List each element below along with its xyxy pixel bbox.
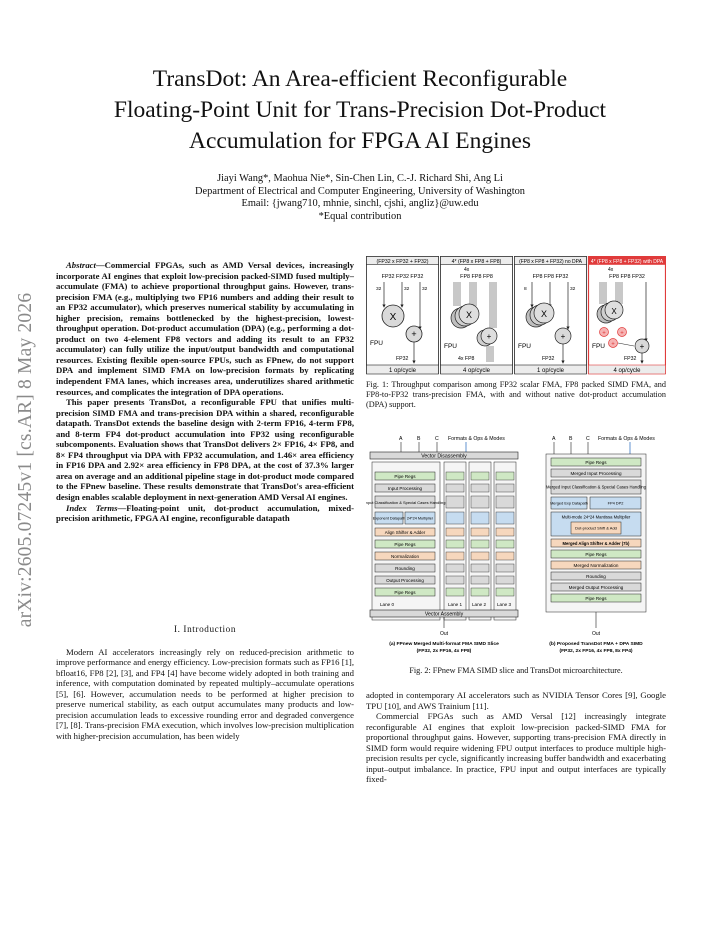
fig2-vector-assembly: Vector Assembly [424,611,464,618]
fig1-fpu-2: FPU [444,343,457,350]
figure-1 [366,256,666,376]
fig2-right-stage-1: Merged Input Processing [570,470,622,476]
fig2-right-label-b: B [569,436,573,442]
fig1-diagram [366,256,666,376]
fig2-left-stage-6: Pipe Regs [394,541,416,547]
fig1-width-b: 32 [404,287,410,292]
fig1-header-1: (FP32 x FP32 + FP32) [376,258,429,265]
fig1-inputs-3: FP8 FP8 FP32 [532,274,569,280]
title-line-2: Floating-Point Unit for Trans-Precision Dot-Product [113,97,607,123]
fig1-rate-1: 1 op/cycle [388,368,417,374]
svg-text:+: + [639,342,645,351]
fig1-width-d: 8 [524,287,527,292]
fig2-right-subcaption-2: (FP32, 2x FP16, 4x FP8, 8x FP4) [559,649,633,654]
fig1-out-2: 4x FP8 [458,356,475,362]
svg-text:+: + [620,330,624,337]
fig2-left-stage-0: Pipe Regs [394,473,416,479]
fig1-panel-fp8-simd [441,257,513,375]
svg-text:+: + [560,332,566,341]
author-affiliation: Department of Electrical and Computer Engineering, University of Washington [195,185,525,197]
intro-p1-cont: adopted in contemporary AI accelerators such as NVIDIA Tensor Cores [9], Google TPU [10], and AWS Trainium [11]. [366,690,666,711]
figure-2 [366,432,666,664]
fig2-right-label-c: C [586,436,590,442]
fig1-panel-trans-dpa [589,257,666,375]
fig1-fpu-1: FPU [370,340,383,347]
fig1-fpu-4: FPU [592,343,605,350]
paper-title [40,64,680,157]
fig2-right-stage-7: Merged Align Shifter & Adder (7b) [562,540,630,546]
fig2-left-out: Out [439,631,449,637]
intro-p2: Commercial FPGAs such as AMD Versal [12] increasingly integrate reconfigurable AI engines that exploit low-precision packed-SIMD FMA for proportional throughput gains. However, supporting trans-precision FMA directly in SIMD form would require widening FPU output interfaces to produce multiple high-precision results per cycle, significantly increasing buffer bandwidth and exacerbating input–output imbalance. In practice, FPU input and output interfaces are typically fixed- [366,711,666,785]
fig2-right-stage-5: Multi-mode 24*24 Mantissa Multiplier [561,514,631,520]
fig1-rate-2: 4 op/cycle [462,368,491,374]
fig1-inputs-2: FP8 FP8 FP8 [460,274,493,280]
fig2-right-stage-2: Merged Input Classification & Special Cases Handling [545,484,647,490]
fig2-right-stage-10: Rounding [586,573,606,579]
svg-text:X: X [611,307,617,316]
fig1-inputs-1: FP32 FP32 FP32 [381,274,424,280]
fig1-out-4: FP32 [624,356,637,362]
introduction [56,624,354,741]
fig2-left-stage-3: Exponent Datapath [372,516,406,521]
abstract-label: Abstract [66,260,96,270]
fig2-right-stage-3: Merged Exp Datapath [550,500,588,506]
author-email: Email: {jwang710, mhnie, sinchl, cjshi, angliz}@uw.edu [241,198,479,209]
svg-text:X: X [540,309,548,319]
index-terms-label: Index Terms [66,502,118,513]
fig2-left-subcaption: (a) FPnew Merged Multi-format FMA SIMD Slice [389,642,499,647]
fig1-rate-3: 1 op/cycle [536,368,565,374]
fig2-right-out: Out [591,631,601,637]
index-terms-text: —Floating-point unit, dot-product accumulation, mixed-precision arithmetic, FPGA AI engine, reconfigurable datapath [56,502,355,524]
fig1-out-1: FP32 [396,356,409,362]
fig2-lane-0: Lane 0 [380,602,395,607]
fig1-panel-fp32 [367,257,439,375]
abstract-text-1: —Commercial FPGAs, such as AMD Versal devices, increasingly incorporate AI engines that exploit low-precision packed-SIMD fused multiply–accumulate (FMA) to achieve proportional throughput gains. However, trans-precision FMA (e.g., multiplying two FP16 numbers and adding their result to an FP32 accumulator), which preserves numerical stability by accumulating in higher precision, remains bottlenecked by the highest-precision, lowest-throughput operation. Dot-product accumulation (DPA) (e.g., performing a dot-product on two 4-element FP8 vectors and adding its result to an FP32 accumulator) can fully utilize the input/output bandwidth and computational resources. Existing flexible open-source FPUs, such as FPnew, do not support DPA and implement SIMD FMA on low-precision formats by replicating independent FMA lanes, which increases area, underutilizes shared arithmetic resources, and complicates the integration of DPA operations. [56,260,354,397]
fig2-vector-disassembly: Vector Disassembly [421,453,467,460]
svg-text:X: X [465,310,473,320]
fig2-right-transdot [546,436,655,654]
fig2-right-stage-0: Pipe Regs [585,459,607,465]
fig2-right-stage-11: Merged Output Processing [568,584,624,590]
fig1-header-3: (FP8 x FP8 + FP32) no DPA [519,258,582,265]
fig1-rate-4: 4 op/cycle [613,368,641,374]
fig2-left-stage-4: 24*24 Multiplier [406,516,434,521]
fig2-lane-2: Lane 2 [472,602,487,607]
fig2-lane-1: Lane 1 [448,602,463,607]
fig2-lane-3: Lane 3 [497,602,512,607]
fig1-fpu-3: FPU [518,343,531,350]
abstract-p1 [56,260,354,397]
fig2-left-label-a: A [399,436,403,442]
fig1-width-a: 32 [376,287,382,292]
fig2-right-stage-12: Pipe Regs [585,595,607,601]
fig2-right-label-formats: Formats & Ops & Modes [598,436,655,442]
fig1-header-2: 4* (FP8 x FP8 + FP8) [451,258,502,265]
fig2-left-fpnew [366,436,518,654]
fig1-header-4: 4* (FP8 x FP8 + FP32) with DPA [590,258,664,265]
fig2-left-stage-8: Rounding [395,565,415,571]
abstract-p2: This paper presents TransDot, a reconfigurable FPU that unifies multi-precision SIMD FMA and trans-precision DPA within a shared, reconfigurable datapath. TransDot extends the baseline design with 2-term FP16, 4-term FP8, and 8-term FP4 dot-product accumulation into FP32 using reconfigurable subcomponents. Evaluation shows that TransDot delivers 2× FP16, 4× FP8, and 8× FP4 throughput via DPA with FP32 accumulation, and 1.46× area efficiency in FP16 DPA and 2.92× area efficiency in FP8 DPA, at the cost of 37.3% larger area on average and an additional pipeline stage in dot-product mode compared to the FPnew baseline. These results demonstrate that TransDot's area-efficient design enables scalable deployment in next-generation AMD Versal AI engines. [56,397,354,503]
svg-text:X: X [389,312,397,323]
fig2-right-stage-9: Merged Normalization [573,562,619,568]
fig1-inputs-4: FP8 FP8 FP32 [609,274,645,280]
title-line-3: Accumulation for FPGA AI Engines [188,128,532,154]
author-names: Jiayi Wang*, Maohua Nie*, Sin-Chen Lin, C.-J. Richard Shi, Ang Li [217,173,503,184]
fig2-left-stage-2: Input Classification & Special Cases Handling [366,499,446,505]
fig2-left-stage-5: Align Shifter & Adder [384,529,426,535]
index-terms [56,503,354,524]
intro-continued [366,690,666,785]
author-block [40,173,680,223]
fig2-left-stage-1: Input Processing [387,485,423,491]
fig1-width-c: 32 [422,287,428,292]
abstract [56,260,354,524]
fig1-mult-4: 4x [608,267,614,273]
fig2-left-stage-10: Pipe Regs [394,589,416,595]
svg-text:+: + [486,332,492,341]
fig1-mult-2: 4x [464,267,470,273]
fig2-right-label-a: A [552,436,556,442]
fig1-width-e: 32 [570,287,576,292]
fig2-right-stage-6: Dot-product Shift & Add [575,525,617,531]
fig2-left-label-formats: Formats & Ops & Modes [448,436,505,442]
fig2-left-stage-9: Output Processing [386,577,424,583]
svg-text:+: + [611,341,615,348]
fig2-caption: Fig. 2: FPnew FMA SIMD slice and TransDot microarchitecture. [409,666,623,675]
arxiv-stamp [8,240,44,680]
fig2-left-label-c: C [435,436,439,442]
svg-text:+: + [411,329,417,339]
title-line-1: TransDot: An Area-efficient Reconfigurable [152,66,568,92]
fig2-right-stage-4: FP4 DP2 [607,500,624,506]
intro-p1: Modern AI accelerators increasingly rely on reduced-precision arithmetic to improve performance and energy efficiency. Low-precision formats such as FP16 [1], bfloat16, FP8 [2], [3], and FP4 [4] have become widely adopted in both training and inference, with computation dominated by repeated multiply–accumulate operations [5], [6]. However, accumulation needs to be performed at higher precision to preserve numerical stability, as each output accumulates many products and low-precision accumulation leads to excessive rounding error and degraded convergence [7], [8]. Trans-precision FMA execution, which involves low-precision multiplication with higher-precision accumulation, has been widely [56,646,354,741]
author-note: *Equal contribution [318,210,402,222]
arxiv-id: arXiv:2605.07245v1 [cs.AR] 8 May 2026 [15,292,36,628]
fig1-panel-trans-no-dpa [515,257,587,375]
fig2-left-stage-7: Normalization [390,553,420,559]
fig1-out-3: FP32 [542,356,555,362]
fig2-right-stage-8: Pipe Regs [585,551,607,557]
fig2-left-subcaption-2: (FP32, 2x FP16, 4x FP8) [416,649,472,654]
section-heading-intro: I. Introduction [173,624,237,634]
fig2-left-label-b: B [417,436,421,442]
fig1-caption: Fig. 1: Throughput comparison among FP32 scalar FMA, FP8 packed SIMD FMA, and FP8-to-FP32 trans-precision FMA, with and without native dot-product accumulation (DPA) support. [366,380,666,409]
fig2-right-subcaption: (b) Proposed TransDot FMA + DPA SIMD [549,642,643,647]
fig2-diagram [366,432,666,664]
svg-text:+: + [602,330,606,337]
